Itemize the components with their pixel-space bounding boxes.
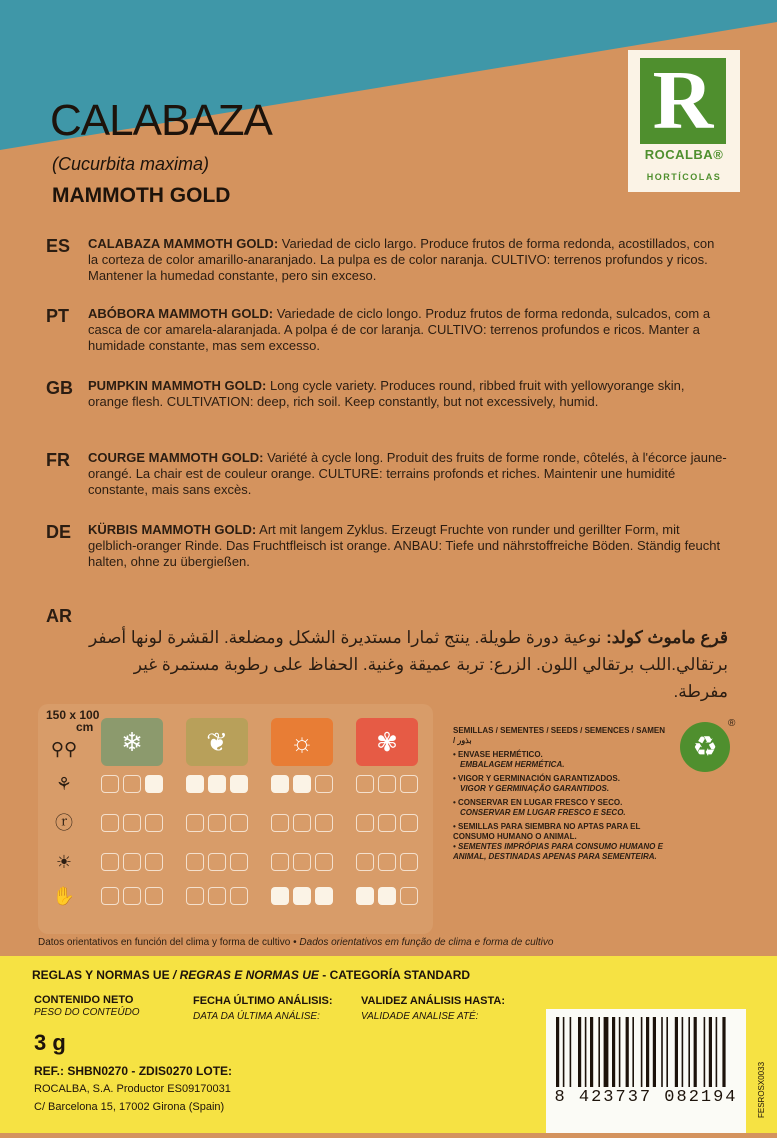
- harvest-row-icon: ✋: [52, 886, 76, 906]
- side-code: FESROSX0033: [757, 1061, 766, 1118]
- month-cell: [101, 887, 119, 905]
- registered-mark: ®: [728, 718, 736, 729]
- month-cell: [315, 853, 333, 871]
- validity-label-pt: VALIDADE ANALISE ATÉ:: [361, 1011, 479, 1022]
- month-cell: [145, 853, 163, 871]
- description-ar: قرع ماموث كولد: نوعية دورة طويلة. ينتج ثمارا مستديرة الشكل ومضلعة. القشرة لونها أصفر برتقالي.اللب برتقالي اللون. الزرع: تربة عميقة وغنية. الحفاظ على رطوبة مستمرة غير مفرطة.: [88, 628, 728, 701]
- footnote: Datos orientativos en función del clima y forma de cultivo • Dados orientativos em função de clima e forma de cultivo: [38, 937, 554, 948]
- month-cell: [230, 775, 248, 793]
- month-cell: [293, 853, 311, 871]
- barcode-bar: [688, 1017, 690, 1087]
- month-cell: [315, 814, 333, 832]
- barcode-bar: [585, 1017, 587, 1087]
- spacing-plants-icon: ⚲⚲: [50, 739, 78, 759]
- green-dot-recycle-icon: ♻: [680, 722, 730, 772]
- month-cell: [293, 887, 311, 905]
- seed-info-item: • SEMILLAS PARA SIEMBRA NO APTAS PARA EL CONSUMO HUMANO O ANIMAL. • SEMENTES IMPRÓPIAS PARA CONSUMO HUMANO E ANIMAL, DESTINADAS APENAS PARA SEMENTEIRA.: [453, 822, 663, 861]
- net-content-value: 3 g: [34, 1030, 66, 1055]
- lang-code-gb: GB: [46, 378, 73, 398]
- plant-spacing: 150 x 100 cm: [46, 708, 100, 734]
- barcode: [546, 1009, 746, 1133]
- month-cell: [145, 887, 163, 905]
- net-content-label-pt: PESO DO CONTEÚDO: [34, 1007, 140, 1018]
- description-de: KÜRBIS MAMMOTH GOLD: Art mit langem Zyklus. Erzeugt Fruchte von runder und gerillter Form, mit gelblich-oranger Rinde. Das Fruchtfleisch ist orange. ANBAU: Tiefe und nährstoffreiche Böden. Ständig feucht halten, ohne zu übergießen.: [88, 522, 721, 569]
- month-cell: [186, 814, 204, 832]
- sun-water-row-icon: ☀: [55, 852, 73, 872]
- month-cell: [293, 775, 311, 793]
- month-cell: [208, 887, 226, 905]
- month-cell: [208, 814, 226, 832]
- lang-code-ar: AR: [46, 606, 72, 626]
- seed-info: [453, 726, 668, 862]
- variety-name: MAMMOTH GOLD: [52, 184, 231, 207]
- month-cell: [186, 853, 204, 871]
- month-cell: [123, 814, 141, 832]
- barcode-bar: [666, 1017, 668, 1087]
- barcode-bar: [590, 1017, 593, 1087]
- validity-label: VALIDEZ ANÁLISIS HASTA:: [361, 995, 506, 1007]
- month-cell: [208, 775, 226, 793]
- month-cell: [145, 775, 163, 793]
- barcode-bar: [661, 1017, 663, 1087]
- net-content-label: CONTENIDO NETO: [34, 994, 134, 1006]
- month-cell: [230, 887, 248, 905]
- month-cell: [230, 853, 248, 871]
- rocalba-logo: [628, 50, 740, 192]
- month-cell: [271, 887, 289, 905]
- barcode-bar: [704, 1017, 706, 1087]
- producer: ROCALBA, S.A. Productor ES09170031: [34, 1083, 231, 1095]
- barcode-bar: [619, 1017, 621, 1087]
- barcode-bar: [556, 1017, 559, 1087]
- barcode-bar: [694, 1017, 697, 1087]
- month-cell: [400, 853, 418, 871]
- barcode-bar: [626, 1017, 629, 1087]
- lang-code-pt: PT: [46, 306, 70, 326]
- month-cell: [400, 814, 418, 832]
- description-pt: ABÓBORA MAMMOTH GOLD: Variedade de ciclo longo. Produz frutos de forma redonda, sulcados, com a casca de cor amarela-alaranjada. A polpa é de cor laranja. CULTIVO: terrenos profundos e ricos. Manter a humidade constante, mas sem excesso.: [88, 306, 711, 353]
- month-cell: [378, 887, 396, 905]
- month-cell: [293, 814, 311, 832]
- barcode-bar: [682, 1017, 684, 1087]
- barcode-bar: [598, 1017, 600, 1087]
- month-cell: [356, 887, 374, 905]
- month-cell: [101, 775, 119, 793]
- month-cell: [356, 853, 374, 871]
- barcode-bar: [641, 1017, 643, 1087]
- month-cell: [315, 775, 333, 793]
- seed-info-item: • CONSERVAR EN LUGAR FRESCO Y SECO. CONSERVAR EM LUGAR FRESCO E SECO.: [453, 798, 626, 817]
- barcode-bar: [722, 1017, 725, 1087]
- description-es: CALABAZA MAMMOTH GOLD: Variedad de ciclo largo. Produce frutos de forma redonda, acostillados, con la corteza de color amarillo-anaranjado. La pulpa es de color naranja. CULTIVO: terrenos profundos y ricos. Mantener la humedad constante, pero sin exceso.: [88, 236, 715, 283]
- barcode-bar: [653, 1017, 656, 1087]
- address: C/ Barcelona 15, 17002 Girona (Spain): [34, 1101, 225, 1113]
- winter-icon: ❄: [101, 718, 163, 766]
- barcode-bar: [604, 1017, 609, 1087]
- lang-code-fr: FR: [46, 450, 70, 470]
- month-cell: [123, 887, 141, 905]
- lang-code-es: ES: [46, 236, 71, 256]
- seed-info-item: • VIGOR Y GERMINACIÓN GARANTIZADOS. VIGOR Y GERMINAÇÃO GARANTIDOS.: [453, 774, 620, 793]
- month-cell: [271, 814, 289, 832]
- month-cell: [101, 814, 119, 832]
- barcode-bar: [675, 1017, 678, 1087]
- seed-info-item: • ENVASE HERMÉTICO. EMBALAGEM HERMÉTICA.: [453, 750, 565, 769]
- month-cell: [230, 814, 248, 832]
- barcode-number: 8 423737 082194: [554, 1088, 738, 1107]
- lang-code-de: DE: [46, 522, 72, 542]
- month-cell: [356, 775, 374, 793]
- barcode-bar: [578, 1017, 581, 1087]
- barcode-bar: [632, 1017, 634, 1087]
- description-gb: PUMPKIN MAMMOTH GOLD: Long cycle variety. Produces round, ribbed fruit with yellowyorange skin, orange flesh. CULTIVATION: deep, rich soil. Keep constantly, but not excessively, humid.: [88, 378, 685, 409]
- analysis-date-label: FECHA ÚLTIMO ANÁLISIS:: [193, 995, 333, 1007]
- product-title: CALABAZA: [50, 96, 272, 145]
- month-cell: [101, 853, 119, 871]
- summer-icon: ☼: [271, 718, 333, 766]
- logo-letter: R: [640, 58, 726, 144]
- month-cell: [400, 775, 418, 793]
- barcode-bar: [570, 1017, 572, 1087]
- reference-lot: REF.: SHBN0270 - ZDIS0270 LOTE:: [34, 1064, 233, 1078]
- barcode-bars: [546, 1009, 746, 1133]
- barcode-bar: [612, 1017, 615, 1087]
- barcode-bar: [716, 1017, 718, 1087]
- month-cell: [145, 814, 163, 832]
- month-cell: [378, 814, 396, 832]
- autumn-icon: ✾: [356, 718, 418, 766]
- month-cell: [186, 887, 204, 905]
- month-cell: [315, 887, 333, 905]
- month-cell: [271, 775, 289, 793]
- spring-icon: ❦: [186, 718, 248, 766]
- month-cell: [356, 814, 374, 832]
- logo-subtitle: HORTÍCOLAS: [646, 172, 722, 182]
- analysis-date-label-pt: DATA DA ÚLTIMA ANÁLISE:: [193, 1011, 320, 1022]
- barcode-bar: [709, 1017, 712, 1087]
- month-cell: [186, 775, 204, 793]
- month-cell: [271, 853, 289, 871]
- logo-brand: ROCALBA®: [644, 147, 724, 162]
- barcode-bar: [646, 1017, 649, 1087]
- month-cell: [123, 775, 141, 793]
- month-cell: [400, 887, 418, 905]
- month-cell: [378, 853, 396, 871]
- eu-rules: REGLAS Y NORMAS UE / REGRAS E NORMAS UE - CATEGORÍA STANDARD: [32, 968, 471, 982]
- month-cell: [123, 853, 141, 871]
- transplant-row-icon: ⓡ: [55, 813, 73, 833]
- month-cell: [378, 775, 396, 793]
- seed-info-header: SEMILLAS / SEMENTES / SEEDS / SEMENCES / SAMEN / بذور: [453, 726, 666, 745]
- description-fr: COURGE MAMMOTH GOLD: Variété à cycle long. Produit des fruits de forme ronde, côtelés, à l'écorce jaune-orangé. La chair est de couleur orange. CULTURE: terrains profonds et riches. Maintenir une humidité constante, mais sans excès.: [88, 450, 727, 497]
- seed-tray-row-icon: ⚘: [55, 774, 73, 794]
- month-cell: [208, 853, 226, 871]
- barcode-bar: [563, 1017, 565, 1087]
- latin-name: (Cucurbita maxima): [52, 154, 210, 174]
